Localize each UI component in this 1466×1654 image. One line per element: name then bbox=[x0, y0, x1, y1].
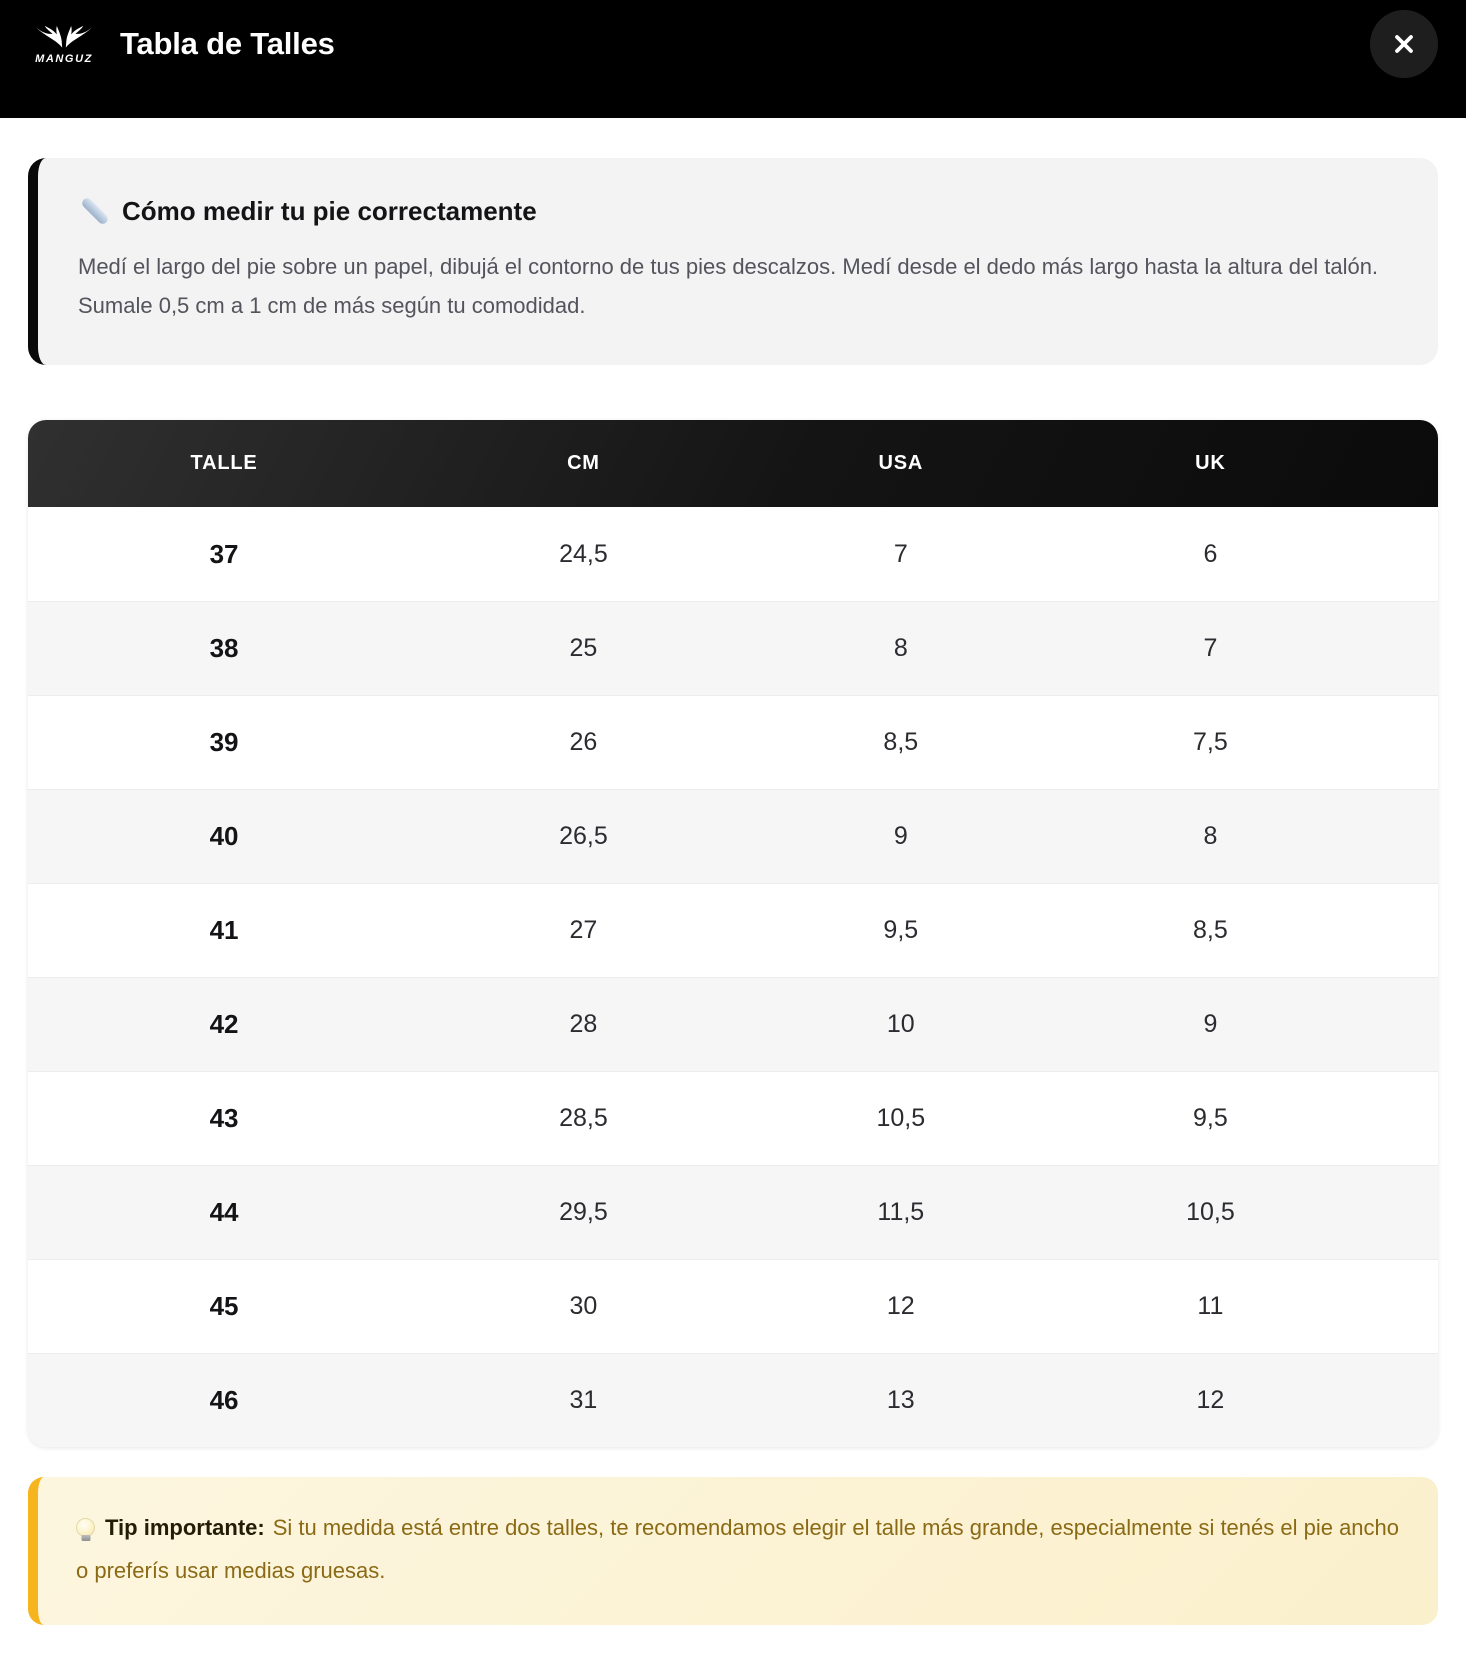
measure-info-body: Medí el largo del pie sobre un papel, dibujá el contorno de tus pies descalzos. Medí desde el dedo más largo hasta la altura del talón. Sumale 0,5 cm a 1 cm de más según tu comodidad. bbox=[78, 254, 1379, 318]
value-cell: 7,5 bbox=[1193, 728, 1228, 756]
column-header-cm: CM bbox=[567, 452, 600, 474]
column-header-talle: TALLE bbox=[190, 452, 258, 474]
value-cell: 13 bbox=[886, 1386, 915, 1414]
column-header-uk: UK bbox=[1195, 452, 1226, 474]
value-cell: 27 bbox=[569, 916, 598, 944]
value-cell: 8,5 bbox=[1193, 916, 1228, 944]
size-cell: 41 bbox=[209, 915, 239, 945]
value-cell: 8,5 bbox=[883, 728, 919, 756]
close-icon bbox=[1390, 30, 1418, 58]
size-cell: 43 bbox=[209, 1103, 239, 1133]
value-cell: 11 bbox=[1197, 1292, 1224, 1320]
modal-header bbox=[0, 0, 1466, 118]
value-cell: 12 bbox=[1196, 1386, 1225, 1414]
size-cell: 38 bbox=[209, 633, 239, 663]
size-cell: 40 bbox=[209, 821, 239, 851]
tip-card bbox=[28, 1477, 1438, 1625]
size-table-header bbox=[28, 420, 1438, 507]
brand-name: MANGUZ bbox=[35, 52, 93, 65]
value-cell: 26 bbox=[569, 728, 598, 756]
size-table bbox=[28, 420, 1438, 1447]
wings-icon bbox=[34, 24, 94, 52]
lightbulb-icon bbox=[76, 1518, 95, 1537]
measure-info-title bbox=[78, 194, 1398, 228]
value-cell: 26,5 bbox=[559, 822, 608, 850]
tip-label: Tip importante: bbox=[105, 1515, 265, 1540]
value-cell: 25 bbox=[569, 634, 598, 662]
value-cell: 11,5 bbox=[877, 1198, 925, 1226]
value-cell: 9,5 bbox=[883, 916, 919, 944]
table-row bbox=[28, 789, 1438, 883]
value-cell: 31 bbox=[569, 1386, 598, 1414]
value-cell: 8 bbox=[893, 634, 908, 662]
tip-body: Si tu medida está entre dos talles, te recomendamos elegir el talle más grande, especialmente si tenés el pie ancho o preferís usar medias gruesas. bbox=[76, 1515, 1400, 1583]
measure-info-title-text: Cómo medir tu pie correctamente bbox=[122, 195, 537, 226]
table-row bbox=[28, 1353, 1438, 1447]
size-cell: 37 bbox=[209, 538, 239, 569]
size-cell: 44 bbox=[209, 1197, 239, 1227]
value-cell: 7 bbox=[893, 539, 908, 568]
ruler-icon bbox=[78, 194, 112, 228]
value-cell: 12 bbox=[886, 1292, 915, 1320]
table-row bbox=[28, 1165, 1438, 1259]
table-row bbox=[28, 1071, 1438, 1165]
size-table-body bbox=[28, 507, 1438, 1447]
value-cell: 10,5 bbox=[876, 1104, 926, 1132]
close-button[interactable] bbox=[1370, 10, 1438, 78]
value-cell: 9 bbox=[893, 822, 908, 850]
value-cell: 30 bbox=[569, 1292, 598, 1320]
table-row bbox=[28, 977, 1438, 1071]
size-cell: 42 bbox=[209, 1009, 239, 1039]
page-title: Tabla de Talles bbox=[120, 26, 335, 61]
value-cell: 10,5 bbox=[1186, 1198, 1235, 1226]
table-row bbox=[28, 695, 1438, 789]
column-header-usa: USA bbox=[878, 452, 924, 474]
size-cell: 45 bbox=[209, 1291, 239, 1321]
value-cell: 29,5 bbox=[559, 1198, 608, 1226]
value-cell: 9,5 bbox=[1193, 1104, 1228, 1132]
brand-logo bbox=[34, 24, 94, 65]
value-cell: 28 bbox=[569, 1010, 598, 1038]
value-cell: 28,5 bbox=[559, 1104, 608, 1132]
measure-info-card bbox=[28, 158, 1438, 365]
value-cell: 8 bbox=[1203, 822, 1218, 850]
value-cell: 7 bbox=[1203, 634, 1218, 662]
tip-text bbox=[76, 1507, 1400, 1593]
table-row bbox=[28, 601, 1438, 695]
value-cell: 10 bbox=[886, 1010, 915, 1038]
size-cell: 39 bbox=[209, 727, 239, 757]
value-cell: 9 bbox=[1203, 1010, 1218, 1038]
value-cell: 24,5 bbox=[559, 539, 608, 568]
value-cell: 6 bbox=[1203, 539, 1218, 568]
table-row bbox=[28, 883, 1438, 977]
table-row bbox=[28, 507, 1438, 601]
table-row bbox=[28, 1259, 1438, 1353]
size-cell: 46 bbox=[209, 1385, 239, 1415]
